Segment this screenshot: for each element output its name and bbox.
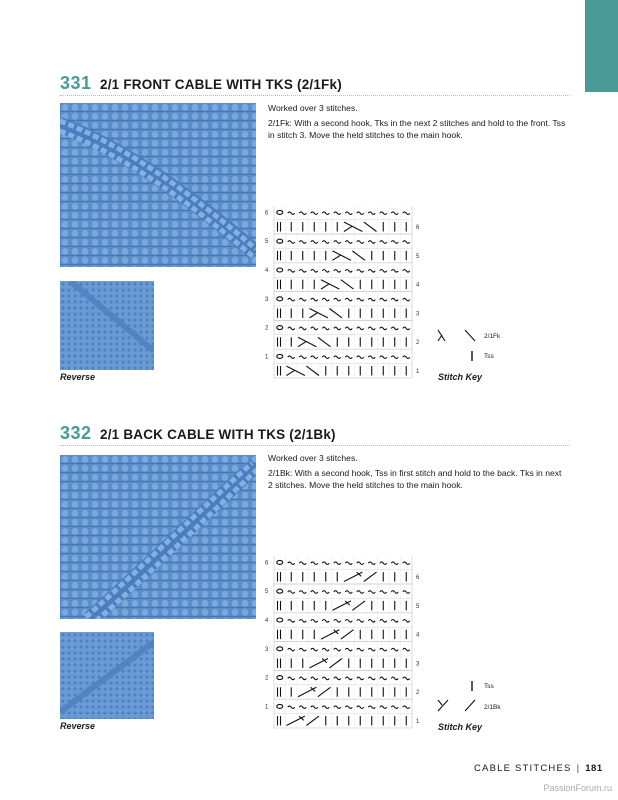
- cable-chart-symbol: [352, 251, 365, 260]
- return-pass-symbol: [368, 562, 375, 565]
- swatch-front-reverse-image: [60, 281, 154, 370]
- swatch-back-reverse-image: [60, 632, 154, 719]
- return-pass-symbol: [345, 298, 352, 301]
- return-pass-symbol: [380, 327, 387, 330]
- row-number-left: 5: [265, 239, 269, 246]
- cable-chart-symbol: [329, 659, 342, 668]
- cable-chart-symbol: [352, 601, 365, 610]
- loop-symbol: [277, 354, 283, 358]
- row-number-right: 5: [416, 603, 420, 610]
- return-pass-symbol: [288, 620, 295, 623]
- swatch-back-photo: [60, 455, 256, 619]
- chapter-name: CABLE STITCHES: [474, 763, 572, 774]
- return-pass-symbol: [357, 270, 364, 273]
- section-heading: [60, 423, 570, 446]
- return-pass-symbol: [391, 648, 398, 651]
- return-pass-symbol: [380, 298, 387, 301]
- return-pass-symbol: [368, 591, 375, 594]
- return-pass-symbol: [288, 241, 295, 244]
- row-number-right: 6: [416, 225, 420, 231]
- cable-chart-symbol: [333, 255, 341, 260]
- return-pass-symbol: [345, 212, 352, 215]
- return-pass-symbol: [299, 212, 306, 215]
- cable-back-symbol: [436, 698, 456, 714]
- return-pass-symbol: [391, 620, 398, 623]
- return-pass-symbol: [334, 298, 341, 301]
- cable-chart-symbol: [298, 342, 306, 347]
- return-pass-symbol: [391, 241, 398, 244]
- row-number-right: 3: [416, 311, 420, 318]
- return-pass-symbol: [311, 241, 318, 244]
- return-pass-symbol: [357, 298, 364, 301]
- return-pass-symbol: [380, 620, 387, 623]
- return-pass-symbol: [403, 706, 410, 709]
- row-number-right: 4: [416, 632, 420, 639]
- cable-chart-symbol: [321, 284, 329, 289]
- return-pass-symbol: [357, 677, 364, 680]
- swatch-front-reverse-photo: [60, 281, 154, 370]
- cable-chart-symbol: [333, 601, 351, 610]
- cable-chart-symbol: [306, 716, 319, 725]
- row-number-left: 3: [265, 646, 269, 653]
- return-pass-symbol: [299, 677, 306, 680]
- instructions: [268, 452, 568, 494]
- return-pass-symbol: [334, 677, 341, 680]
- key-label-tss: Tss: [484, 353, 494, 360]
- reverse-label: Reverse: [60, 721, 96, 731]
- return-pass-symbol: [391, 677, 398, 680]
- cable-chart-symbol: [287, 370, 295, 375]
- return-pass-symbol: [322, 298, 329, 301]
- return-pass-symbol: [299, 298, 306, 301]
- key-label-cable: 2/1Bk: [484, 704, 501, 711]
- return-pass-symbol: [368, 212, 375, 215]
- return-pass-symbol: [299, 241, 306, 244]
- return-pass-symbol: [311, 212, 318, 215]
- section-number: 332: [60, 423, 92, 443]
- return-pass-symbol: [288, 298, 295, 301]
- return-pass-symbol: [299, 591, 306, 594]
- return-pass-symbol: [368, 677, 375, 680]
- return-pass-symbol: [368, 620, 375, 623]
- return-pass-symbol: [322, 648, 329, 651]
- cable-chart-symbol: [364, 222, 377, 231]
- return-pass-symbol: [334, 327, 341, 330]
- cable-chart-symbol: [310, 313, 318, 318]
- return-pass-symbol: [368, 356, 375, 359]
- row-number-left: 4: [265, 618, 269, 624]
- key-label-cable: 2/1Fk: [484, 333, 501, 340]
- swatch-back-reverse-photo: [60, 632, 154, 719]
- loop-symbol: [277, 210, 283, 214]
- row-number-left: 3: [265, 296, 269, 303]
- swatch-front-photo: [60, 103, 256, 267]
- return-pass-symbol: [380, 241, 387, 244]
- return-pass-symbol: [311, 270, 318, 273]
- return-pass-symbol: [345, 648, 352, 651]
- loop-symbol: [277, 268, 283, 272]
- loop-symbol: [277, 676, 283, 680]
- return-pass-symbol: [288, 212, 295, 215]
- return-pass-symbol: [403, 648, 410, 651]
- loop-symbol: [277, 704, 283, 708]
- return-pass-symbol: [334, 356, 341, 359]
- return-pass-symbol: [322, 677, 329, 680]
- cable-chart-symbol: [298, 687, 316, 696]
- return-pass-symbol: [368, 298, 375, 301]
- instructions-line-1: Worked over 3 stitches.: [268, 453, 358, 463]
- cable-chart-symbol: [341, 630, 354, 639]
- return-pass-symbol: [357, 327, 364, 330]
- cable-chart-symbol: [344, 572, 362, 581]
- return-pass-symbol: [357, 648, 364, 651]
- return-pass-symbol: [380, 212, 387, 215]
- return-pass-symbol: [322, 620, 329, 623]
- cable-chart-symbol: [341, 280, 354, 289]
- loop-symbol: [277, 239, 283, 243]
- return-pass-symbol: [345, 327, 352, 330]
- return-pass-symbol: [403, 620, 410, 623]
- return-pass-symbol: [334, 591, 341, 594]
- return-pass-symbol: [403, 677, 410, 680]
- section-331: [60, 73, 570, 393]
- cable-chart-symbol: [364, 572, 377, 581]
- return-pass-symbol: [391, 270, 398, 273]
- return-pass-symbol: [391, 356, 398, 359]
- return-pass-symbol: [311, 648, 318, 651]
- return-pass-symbol: [322, 241, 329, 244]
- tss-symbol: [468, 680, 476, 692]
- row-number-right: 6: [416, 575, 420, 581]
- swatch-back-image: [60, 455, 256, 619]
- return-pass-symbol: [299, 648, 306, 651]
- row-number-left: 4: [265, 268, 269, 274]
- key-label-tss: Tss: [484, 683, 494, 690]
- return-pass-symbol: [334, 620, 341, 623]
- row-number-left: 6: [265, 560, 269, 567]
- instructions: [268, 102, 568, 144]
- instructions-line-2: 2/1Fk: With a second hook, Tks in the next 2 stitches and hold to the front. Tss in stitch 3. Move the held stitches to the main hook.: [268, 117, 566, 141]
- row-number-right: 3: [416, 661, 420, 668]
- return-pass-symbol: [345, 706, 352, 709]
- loop-symbol: [277, 647, 283, 651]
- return-pass-symbol: [311, 562, 318, 565]
- return-pass-symbol: [311, 298, 318, 301]
- return-pass-symbol: [288, 562, 295, 565]
- return-pass-symbol: [299, 706, 306, 709]
- return-pass-symbol: [334, 562, 341, 565]
- section-title: 2/1 FRONT CABLE WITH TKS (2/1Fk): [100, 77, 342, 92]
- cable-chart-symbol: [287, 716, 305, 725]
- cable-chart-symbol: [321, 630, 339, 639]
- return-pass-symbol: [368, 648, 375, 651]
- return-pass-symbol: [322, 706, 329, 709]
- return-pass-symbol: [357, 591, 364, 594]
- cable-chart-symbol: [318, 337, 331, 346]
- section-332: [60, 423, 570, 743]
- cable-chart-symbol: [306, 366, 319, 375]
- return-pass-symbol: [345, 241, 352, 244]
- cable-chart-symbol: [310, 659, 328, 668]
- row-number-left: 5: [265, 589, 269, 596]
- return-pass-symbol: [391, 591, 398, 594]
- return-pass-symbol: [311, 677, 318, 680]
- return-pass-symbol: [288, 706, 295, 709]
- return-pass-symbol: [403, 591, 410, 594]
- return-pass-symbol: [368, 270, 375, 273]
- return-pass-symbol: [345, 620, 352, 623]
- row-number-right: 5: [416, 253, 420, 260]
- instructions-line-2: 2/1Bk: With a second hook, Tss in first stitch and hold to the back. Tks in next 2 stitches. Move the held stitches to the main hook.: [268, 467, 562, 491]
- stitch-key-title: Stitch Key: [438, 372, 483, 382]
- return-pass-symbol: [357, 706, 364, 709]
- loop-symbol: [277, 326, 283, 330]
- section-heading: [60, 73, 570, 96]
- return-pass-symbol: [288, 270, 295, 273]
- return-pass-symbol: [403, 356, 410, 359]
- row-number-right: 2: [416, 690, 420, 697]
- chapter-tab: [585, 0, 618, 92]
- return-pass-symbol: [322, 327, 329, 330]
- loop-symbol: [277, 589, 283, 593]
- loop-symbol: [277, 560, 283, 564]
- return-pass-symbol: [334, 270, 341, 273]
- section-title: 2/1 BACK CABLE WITH TKS (2/1Bk): [100, 427, 336, 442]
- return-pass-symbol: [299, 620, 306, 623]
- instructions-line-1: Worked over 3 stitches.: [268, 103, 358, 113]
- stitch-key: [436, 328, 536, 388]
- row-number-left: 2: [265, 675, 269, 682]
- row-number-right: 1: [416, 719, 420, 725]
- return-pass-symbol: [380, 648, 387, 651]
- return-pass-symbol: [391, 212, 398, 215]
- return-pass-symbol: [311, 356, 318, 359]
- return-pass-symbol: [391, 706, 398, 709]
- return-pass-symbol: [311, 706, 318, 709]
- return-pass-symbol: [322, 591, 329, 594]
- cable-chart-symbol: [344, 226, 352, 231]
- return-pass-symbol: [311, 620, 318, 623]
- return-pass-symbol: [357, 620, 364, 623]
- return-pass-symbol: [345, 591, 352, 594]
- return-pass-symbol: [299, 356, 306, 359]
- return-pass-symbol: [403, 270, 410, 273]
- return-pass-symbol: [380, 562, 387, 565]
- row-number-left: 1: [265, 704, 269, 711]
- stitch-chart-back: [264, 556, 429, 731]
- row-number-right: 1: [416, 369, 420, 375]
- swatch-front-image: [60, 103, 256, 267]
- return-pass-symbol: [334, 212, 341, 215]
- return-pass-symbol: [288, 356, 295, 359]
- return-pass-symbol: [391, 298, 398, 301]
- row-number-left: 1: [265, 354, 269, 361]
- return-pass-symbol: [311, 591, 318, 594]
- return-pass-symbol: [391, 562, 398, 565]
- page-number: 181: [585, 763, 603, 774]
- return-pass-symbol: [357, 212, 364, 215]
- stitch-chart-front: [264, 206, 429, 381]
- reverse-label: Reverse: [60, 372, 96, 382]
- stitch-key: [436, 678, 536, 738]
- return-pass-symbol: [322, 212, 329, 215]
- return-pass-symbol: [299, 327, 306, 330]
- return-pass-symbol: [403, 212, 410, 215]
- return-pass-symbol: [322, 562, 329, 565]
- return-pass-symbol: [345, 356, 352, 359]
- row-number-right: 2: [416, 340, 420, 347]
- cable-back-symbol-end: [463, 698, 483, 714]
- tss-symbol: [468, 350, 476, 362]
- return-pass-symbol: [368, 241, 375, 244]
- return-pass-symbol: [288, 648, 295, 651]
- return-pass-symbol: [345, 270, 352, 273]
- return-pass-symbol: [391, 327, 398, 330]
- return-pass-symbol: [322, 270, 329, 273]
- return-pass-symbol: [334, 706, 341, 709]
- return-pass-symbol: [380, 706, 387, 709]
- loop-symbol: [277, 618, 283, 622]
- row-number-right: 4: [416, 282, 420, 289]
- return-pass-symbol: [334, 648, 341, 651]
- page-footer: [474, 763, 603, 774]
- return-pass-symbol: [299, 562, 306, 565]
- return-pass-symbol: [368, 706, 375, 709]
- loop-symbol: [277, 297, 283, 301]
- return-pass-symbol: [403, 327, 410, 330]
- cable-front-symbol: [436, 328, 456, 344]
- return-pass-symbol: [322, 356, 329, 359]
- return-pass-symbol: [345, 562, 352, 565]
- return-pass-symbol: [368, 327, 375, 330]
- return-pass-symbol: [299, 270, 306, 273]
- return-pass-symbol: [357, 562, 364, 565]
- return-pass-symbol: [357, 356, 364, 359]
- section-number: 331: [60, 73, 92, 93]
- return-pass-symbol: [380, 591, 387, 594]
- row-number-left: 2: [265, 325, 269, 332]
- return-pass-symbol: [403, 562, 410, 565]
- return-pass-symbol: [380, 356, 387, 359]
- cable-chart-symbol: [329, 309, 342, 318]
- return-pass-symbol: [380, 270, 387, 273]
- return-pass-symbol: [311, 327, 318, 330]
- return-pass-symbol: [403, 241, 410, 244]
- return-pass-symbol: [288, 327, 295, 330]
- return-pass-symbol: [334, 241, 341, 244]
- return-pass-symbol: [288, 591, 295, 594]
- return-pass-symbol: [357, 241, 364, 244]
- stitch-key-title: Stitch Key: [438, 722, 483, 732]
- footer-separator: |: [576, 763, 581, 774]
- return-pass-symbol: [288, 677, 295, 680]
- cable-chart-symbol: [318, 687, 331, 696]
- watermark: PassionForum.ru: [543, 783, 612, 793]
- return-pass-symbol: [345, 677, 352, 680]
- return-pass-symbol: [380, 677, 387, 680]
- return-pass-symbol: [403, 298, 410, 301]
- cable-front-symbol-end: [463, 328, 483, 344]
- row-number-left: 6: [265, 210, 269, 217]
